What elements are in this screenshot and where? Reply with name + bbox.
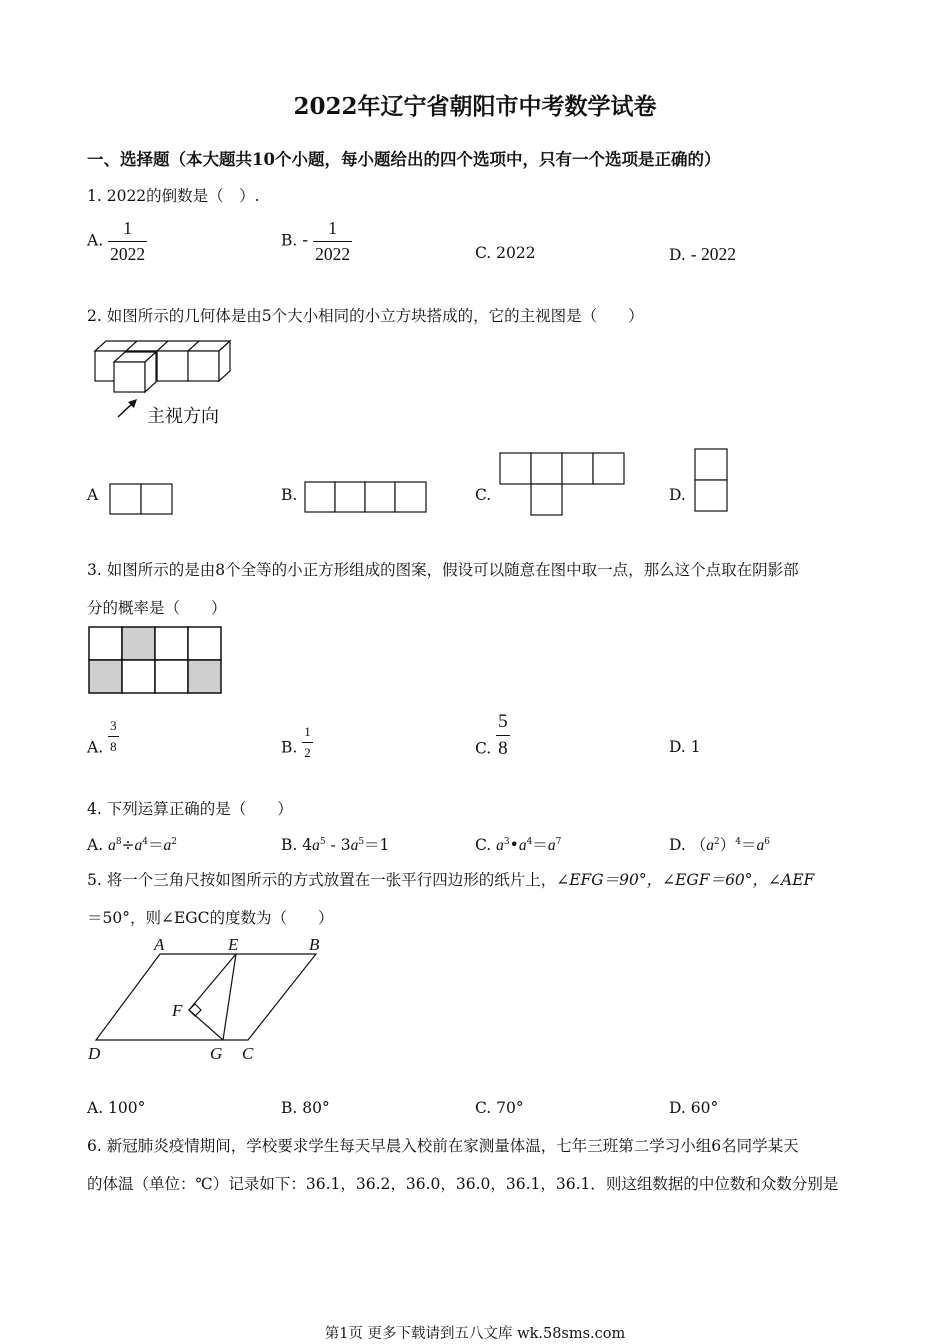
q5-option-b: B. 80° (281, 1099, 330, 1117)
q2-stem: 2. 如图所示的几何体是由5个大小相同的小立方块搭成的，它的主视图是（ ） (87, 307, 644, 325)
label-d: D (88, 1044, 101, 1063)
q4-option-c: C. $a^3•a^4=a^7$ (475, 836, 562, 854)
q1-stem: 1. 2022的倒数是（ ）. (87, 187, 260, 205)
section-heading: 一、选择题（本大题共10个小题，每小题给出的四个选项中，只有一个选项是正确的） (87, 150, 721, 169)
q2-option-b-label: B. (281, 486, 298, 504)
q6-line1: 6. 新冠肺炎疫情期间，学校要求学生每天早晨入校前在家测量体温，七年三班第二学习小组6名同学某天 (87, 1137, 799, 1155)
q4-option-a: A. $a^8\div a^4=a^2$ (87, 836, 178, 854)
label-c: C (242, 1044, 254, 1063)
label-f: F (172, 1001, 183, 1020)
q2-option-c-figure (499, 452, 625, 516)
label-g: G (210, 1044, 223, 1063)
q2-option-a-figure (109, 483, 173, 515)
q3-option-b: B. $\frac{1}{2}$ (281, 724, 311, 760)
q1-option-c: C. 2022 (475, 244, 536, 262)
q4-option-d: D. $(a^2)^4=a^6$ (669, 836, 770, 854)
q2-option-c-label: C. (475, 486, 492, 504)
q3-stem-line1: 3. 如图所示的是由8个全等的小正方形组成的图案，假设可以随意在图中取一点，那么这个点取在阴影部 (87, 561, 799, 579)
view-direction-arrow-icon (116, 398, 140, 420)
q3-stem-line2: 分的概率是（ ） (87, 599, 227, 617)
label-b: B (309, 935, 320, 954)
q2-option-a-label: A (87, 486, 99, 504)
page-footer: 第1页 更多下载请到五八文库 wk.58sms.com (324, 1326, 626, 1342)
q5-stem-line2: ＝50°，则∠EGC的度数为（ ） (87, 909, 334, 927)
page-title: 2022年辽宁省朝阳市中考数学试卷 (293, 93, 657, 120)
q2-option-b-figure (304, 481, 428, 513)
label-a: A (154, 935, 165, 954)
q3-option-a: A. $\frac{3}{8}$ (87, 718, 117, 757)
q6-line2: 的体温（单位：℃）记录如下：36.1，36.2，36.0，36.0，36.1，36.1．则这组数据的中位数和众数分别是 (87, 1175, 839, 1193)
q3-grid-figure (88, 626, 223, 695)
q5-option-d: D. 60° (669, 1099, 719, 1117)
q1-option-b: B. - $\frac{1}{2022}$ (281, 218, 351, 264)
q5-option-a: A. 100° (87, 1099, 146, 1117)
q5-stem-line1: 5. 将一个三角尺按如图所示的方式放置在一张平行四边形的纸片上，∠EFG＝90°，∠EGF＝60°，∠AEF (87, 871, 815, 889)
q1-option-d: D. - 2022 (669, 244, 736, 264)
q3-option-d: D. 1 (669, 738, 701, 756)
q5-option-c: C. 70° (475, 1099, 524, 1117)
q2-option-d-figure (694, 448, 728, 512)
q4-option-b: B. $4a^5 - 3a^5=1$ (281, 836, 390, 854)
q2-option-d-label: D. (669, 486, 686, 504)
q2-solid-figure (90, 338, 235, 398)
q4-stem: 4. 下列运算正确的是（ ） (87, 800, 293, 818)
q5-parallelogram-figure (88, 934, 338, 1064)
q3-option-c: C. $\frac{5}{8}$ (475, 711, 508, 759)
q1-option-a: A. $\frac{1}{2022}$ (87, 218, 146, 264)
view-direction-label: 主视方向 (147, 406, 219, 427)
label-e: E (228, 935, 239, 954)
